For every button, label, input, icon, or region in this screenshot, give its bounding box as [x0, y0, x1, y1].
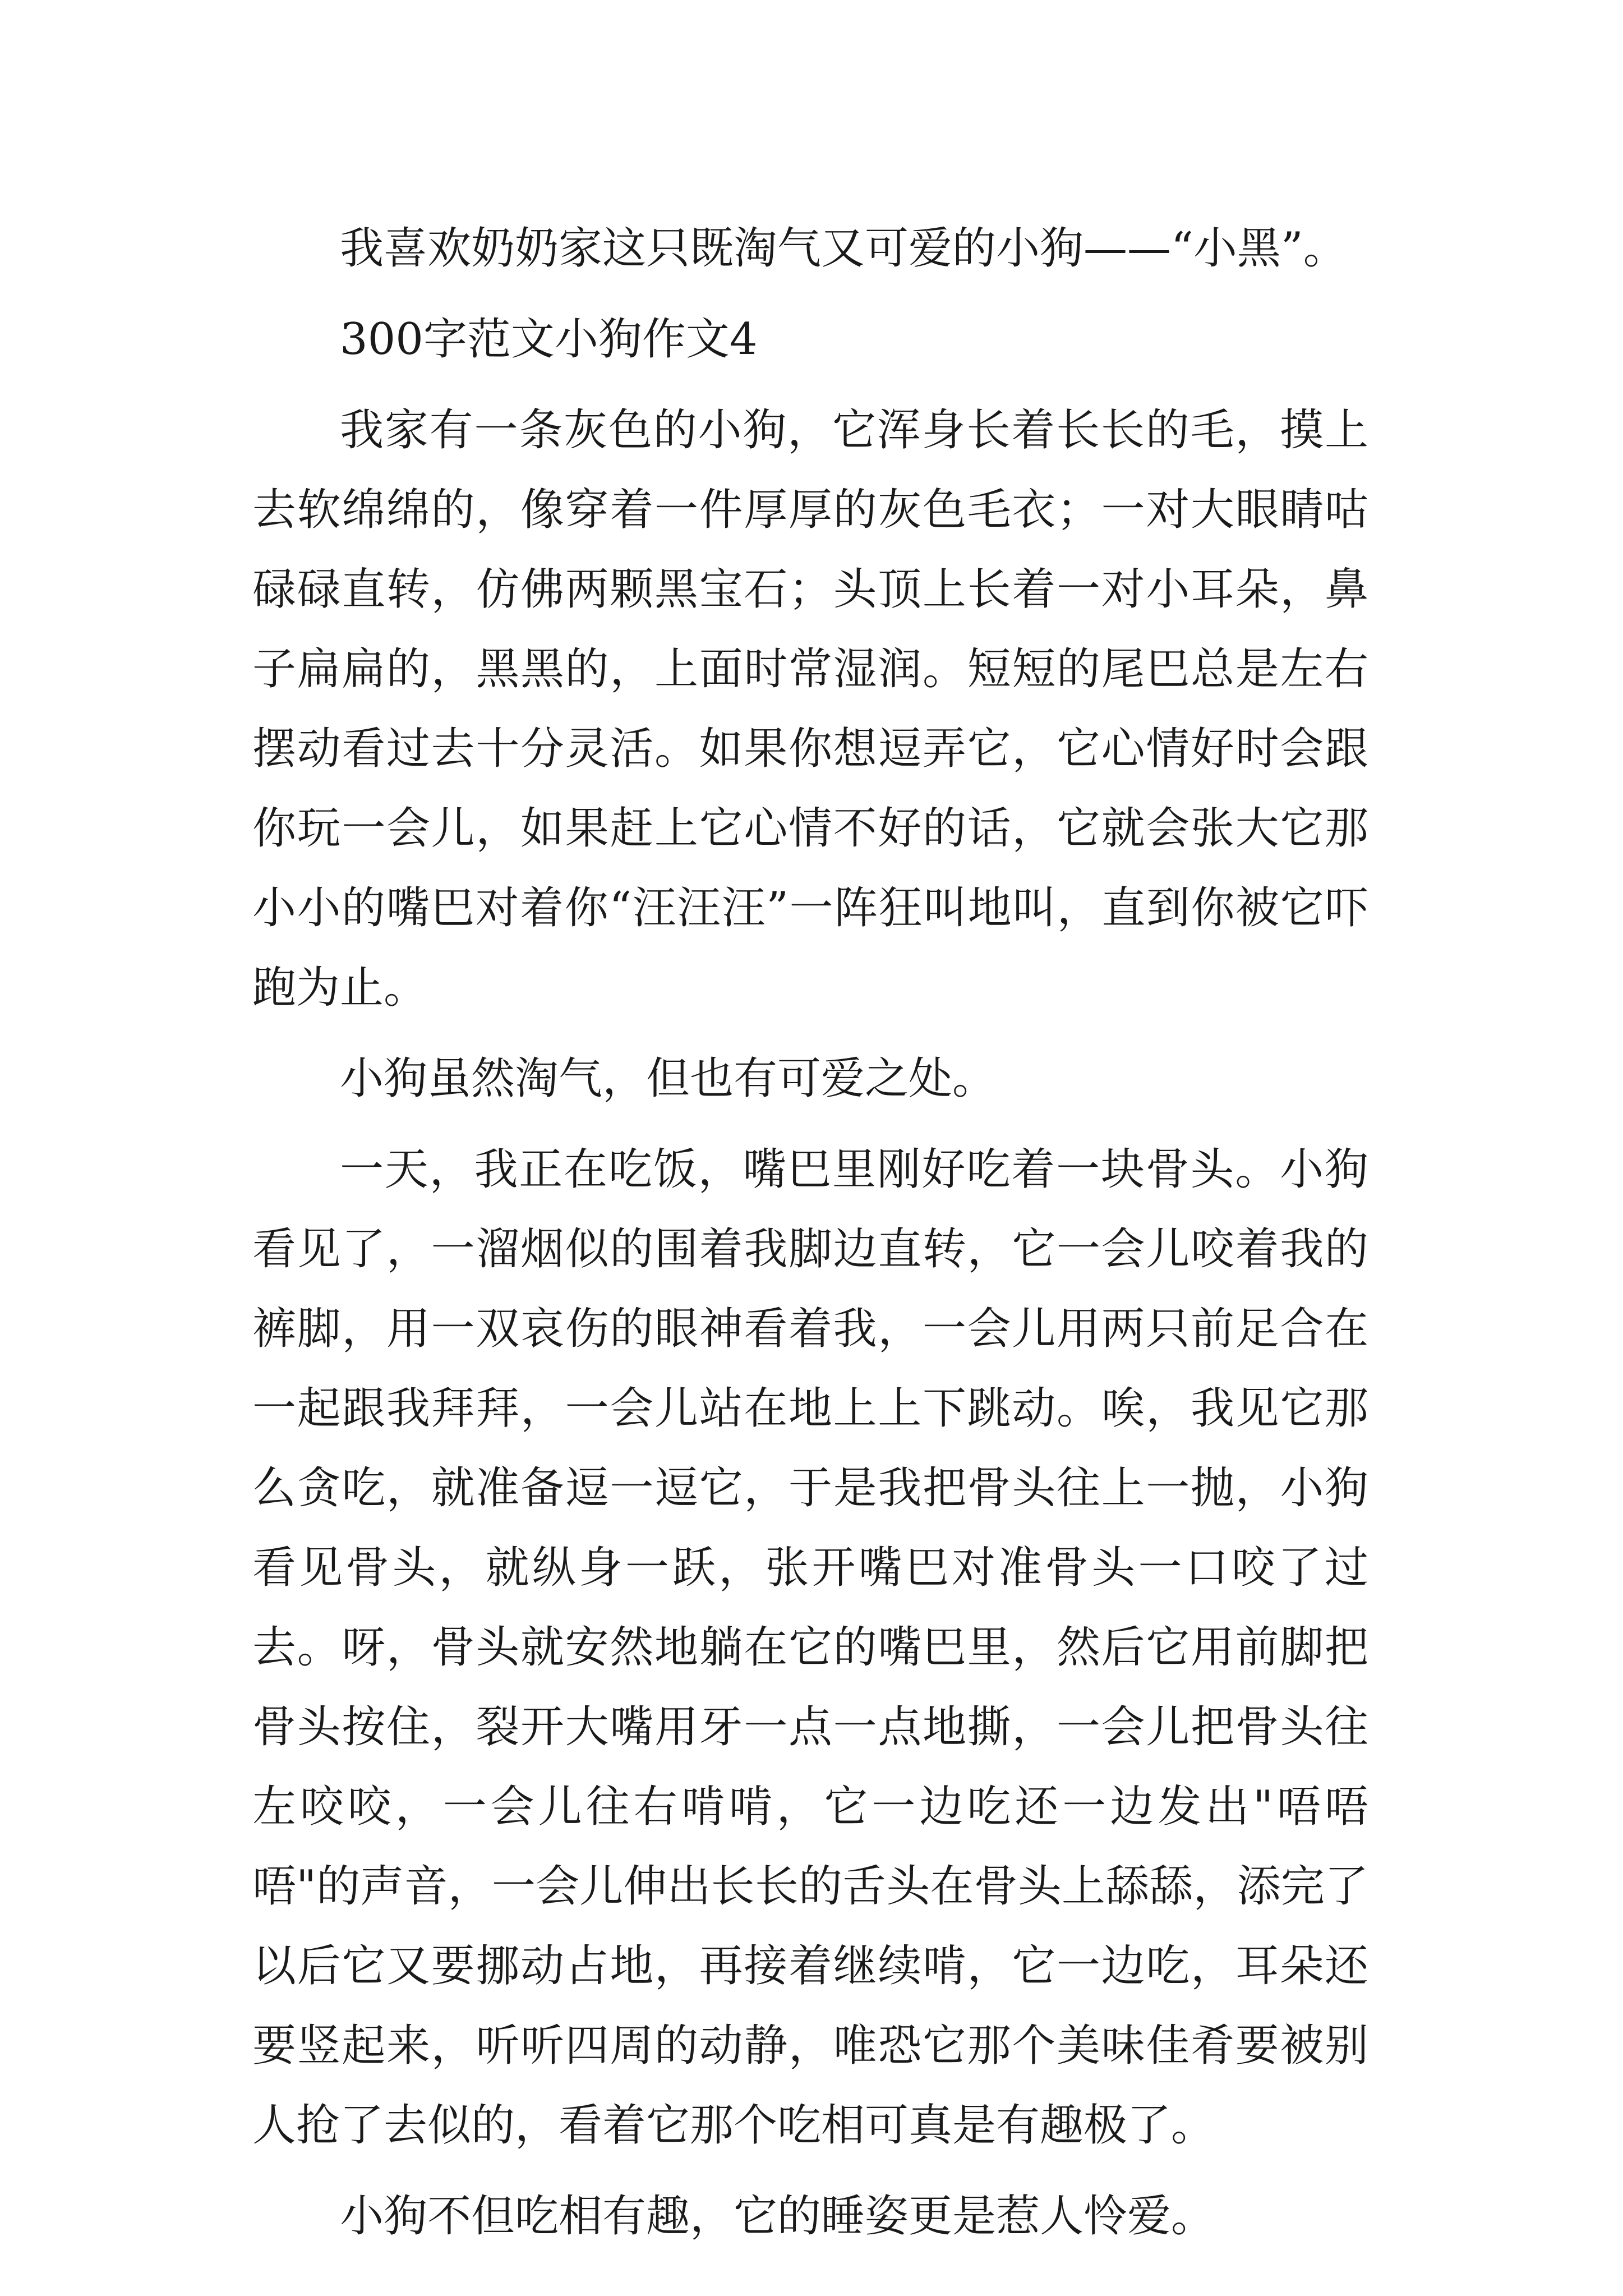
paragraph-closing-line: 我喜欢奶奶家这只既淘气又可爱的小狗——“小黑”。 [340, 223, 1347, 274]
paragraph-transition: 小狗虽然淘气，但也有可爱之处。 [340, 1053, 997, 1104]
essay-body [252, 209, 1368, 2256]
essay-heading: 300字范文小狗作文4 [340, 314, 758, 365]
paragraph-description: 我家有一条灰色的小狗，它浑身长着长长的毛，摸上去软绵绵的，像穿着一件厚厚的灰色毛衣；一对大眼睛咕碌碌直转，仿佛两颗黑宝石；头顶上长着一对小耳朵，鼻子扁扁的，黑黑的，上面时常湿润。短短的尾巴总是左右摆动看过去十分灵活。如果你想逗弄它，它心情好时会跟你玩一会儿，如果赶上它心情不好的话，它就会张大它那小小的嘴巴对着你“汪汪汪”一阵狂叫地叫，直到你被它吓跑为止。 [252, 405, 1368, 1013]
paragraph-final: 小狗不但吃相有趣，它的睡姿更是惹人怜爱。 [340, 2191, 1215, 2242]
paragraph-story: 一天，我正在吃饭，嘴巴里刚好吃着一块骨头。小狗看见了，一溜烟似的围着我脚边直转，它一会儿咬着我的裤脚，用一双哀伤的眼神看着我，一会儿用两只前足合在一起跟我拜拜，一会儿站在地上上下跳动。唉，我见它那么贪吃，就准备逗一逗它，于是我把骨头往上一抛，小狗看见骨头，就纵身一跃，张开嘴巴对准骨头一口咬了过去。呀，骨头就安然地躺在它的嘴巴里，然后它用前脚把骨头按住，裂开大嘴用牙一点一点地撕，一会儿把骨头往左咬咬，一会儿往右啃啃，它一边吃还一边发出"唔唔唔"的声音，一会儿伸出长长的舌头在骨头上舔舔，添完了以后它又要挪动占地，再接着继续啃，它一边吃，耳朵还要竖起来，听听四周的动静，唯恐它那个美味佳肴要被别人抢了去似的，看着它那个吃相可真是有趣极了。 [252, 1144, 1368, 2151]
